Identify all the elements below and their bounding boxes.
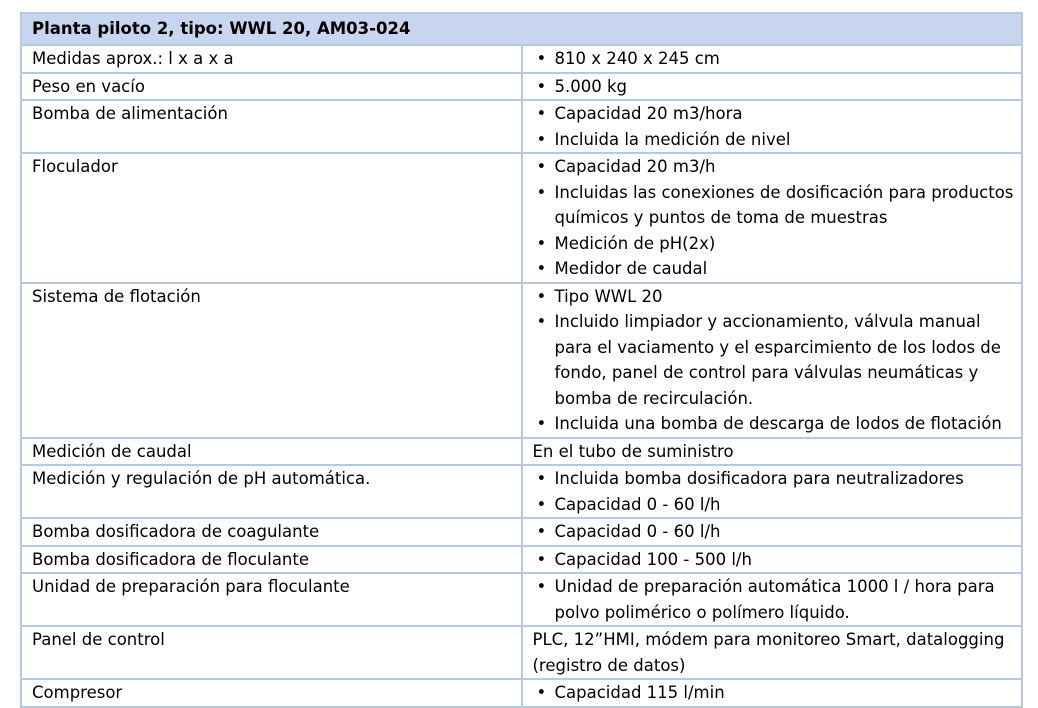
bullet-list bbox=[533, 101, 1022, 152]
row-value bbox=[522, 573, 1023, 626]
bullet-item: • Capacidad 0 - 60 l/h bbox=[533, 492, 1022, 518]
value-text: En el tubo de suministro bbox=[532, 441, 734, 461]
bullet-item: • Unidad de preparación automática 1000 l / hora para polvo polimérico o polímero líquido. bbox=[533, 574, 1022, 625]
table-row bbox=[21, 679, 1022, 707]
row-value bbox=[522, 45, 1023, 73]
bullet-item: • Capacidad 100 - 500 l/h bbox=[533, 547, 1022, 573]
spec-table bbox=[20, 12, 1023, 708]
row-value bbox=[522, 153, 1023, 283]
bullet-item: • Tipo WWL 20 bbox=[533, 284, 1022, 310]
row-label: Medición y regulación de pH automática. bbox=[21, 465, 522, 518]
row-value bbox=[522, 626, 1023, 679]
row-label: Unidad de preparación para floculante bbox=[21, 573, 522, 626]
bullet-item: • Capacidad 115 l/min bbox=[533, 680, 1022, 706]
table-row bbox=[21, 465, 1022, 518]
bullet-list bbox=[533, 680, 1022, 706]
row-label: Bomba dosificadora de coagulante bbox=[21, 518, 522, 546]
bullet-item: • Incluido limpiador y accionamiento, válvula manual para el vaciamento y el esparcimiento de los lodos de fondo, panel de control para válvulas neumáticas y bomba de recirculación. bbox=[533, 309, 1022, 411]
bullet-list bbox=[533, 154, 1022, 282]
bullet-item: • 5.000 kg bbox=[533, 74, 1022, 100]
bullet-item: • Incluida bomba dosificadora para neutralizadores bbox=[533, 466, 1022, 492]
bullet-item: • Incluidas las conexiones de dosificación para productos químicos y puntos de toma de muestras bbox=[533, 180, 1022, 231]
bullet-item: • 810 x 240 x 245 cm bbox=[533, 46, 1022, 72]
table-row bbox=[21, 438, 1022, 466]
row-value bbox=[522, 546, 1023, 574]
table-row bbox=[21, 283, 1022, 438]
table-row bbox=[21, 573, 1022, 626]
row-label: Bomba dosificadora de floculante bbox=[21, 546, 522, 574]
row-value bbox=[522, 518, 1023, 546]
bullet-list bbox=[533, 74, 1022, 100]
bullet-list bbox=[533, 46, 1022, 72]
row-value bbox=[522, 73, 1023, 101]
row-label: Compresor bbox=[21, 679, 522, 707]
bullet-list bbox=[533, 574, 1022, 625]
bullet-item: • Capacidad 0 - 60 l/h bbox=[533, 519, 1022, 545]
table-row bbox=[21, 100, 1022, 153]
bullet-list bbox=[533, 547, 1022, 573]
row-value bbox=[522, 679, 1023, 707]
row-value bbox=[522, 100, 1023, 153]
row-value bbox=[522, 438, 1023, 466]
table-row bbox=[21, 626, 1022, 679]
row-label: Panel de control bbox=[21, 626, 522, 679]
value-text: PLC, 12”HMI, módem para monitoreo Smart, datalogging (registro de datos) bbox=[532, 630, 1005, 675]
bullet-item: • Capacidad 20 m3/h bbox=[533, 154, 1022, 180]
row-label: Floculador bbox=[21, 153, 522, 283]
table-row bbox=[21, 153, 1022, 283]
row-value bbox=[522, 465, 1023, 518]
row-label: Medición de caudal bbox=[21, 438, 522, 466]
row-label: Medidas aprox.: l x a x a bbox=[21, 45, 522, 73]
row-label: Peso en vacío bbox=[21, 73, 522, 101]
table-row bbox=[21, 73, 1022, 101]
bullet-list bbox=[533, 519, 1022, 545]
row-value bbox=[522, 283, 1023, 438]
bullet-list bbox=[533, 284, 1022, 437]
table-row bbox=[21, 45, 1022, 73]
bullet-item: • Medición de pH(2x) bbox=[533, 231, 1022, 257]
bullet-item: • Medidor de caudal bbox=[533, 256, 1022, 282]
table-header-row bbox=[21, 13, 1022, 45]
bullet-item: • Incluida una bomba de descarga de lodos de flotación bbox=[533, 411, 1022, 437]
table-row bbox=[21, 518, 1022, 546]
row-label: Sistema de flotación bbox=[21, 283, 522, 438]
bullet-list bbox=[533, 466, 1022, 517]
table-title: Planta piloto 2, tipo: WWL 20, AM03-024 bbox=[21, 13, 1022, 45]
spec-table-body bbox=[21, 13, 1022, 707]
bullet-item: • Incluida la medición de nivel bbox=[533, 127, 1022, 153]
table-row bbox=[21, 546, 1022, 574]
row-label: Bomba de alimentación bbox=[21, 100, 522, 153]
bullet-item: • Capacidad 20 m3/hora bbox=[533, 101, 1022, 127]
